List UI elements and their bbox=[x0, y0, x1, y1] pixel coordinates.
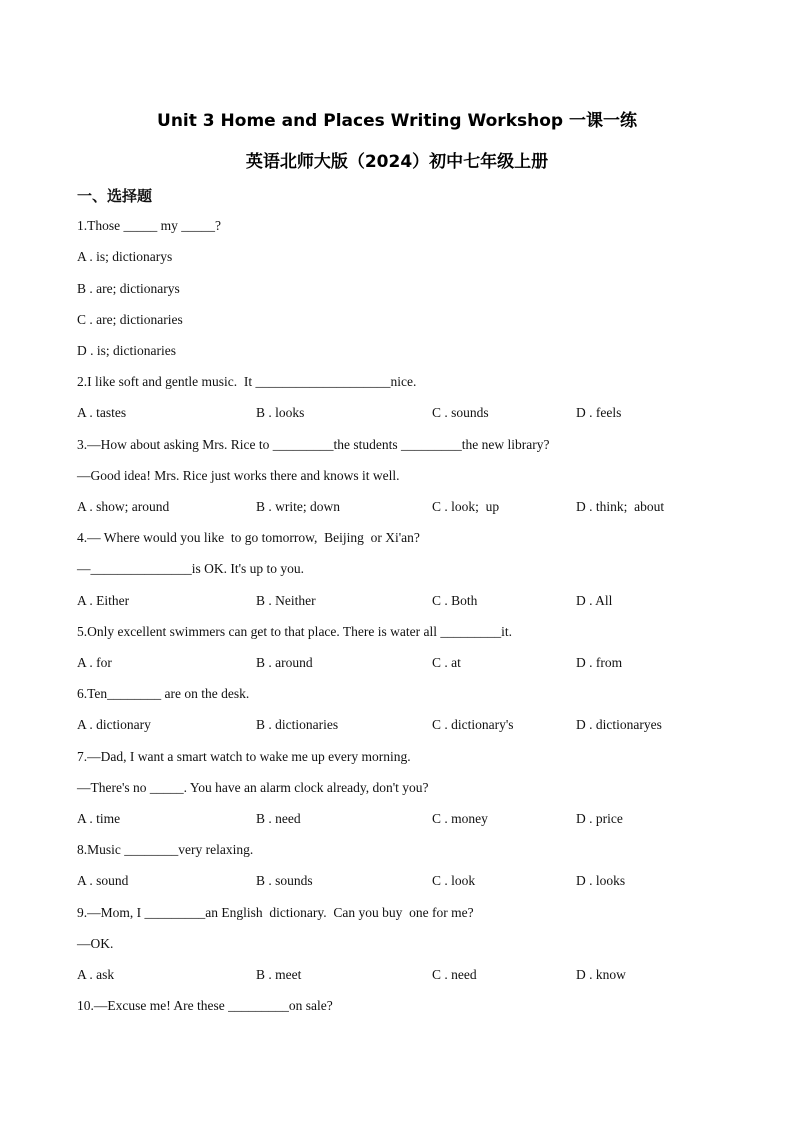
question-2-stem: 2.I like soft and gentle music. It ____________________nice. bbox=[77, 374, 417, 389]
question-4-stem: 4.— Where would you like to go tomorrow, Beijing or Xi'an? bbox=[77, 530, 420, 545]
question-6-option-c[interactable]: C . dictionary's bbox=[432, 717, 514, 732]
question-1-stem: 1.Those _____ my _____? bbox=[77, 218, 221, 233]
question-4-reply: —_______________is OK. It's up to you. bbox=[77, 561, 305, 576]
worksheet-title: Unit 3 Home and Places Writing Workshop 一课一练 bbox=[157, 111, 637, 131]
question-7-stem: 7.—Dad, I want a smart watch to wake me up every morning. bbox=[77, 749, 411, 764]
question-8-option-a[interactable]: A . sound bbox=[77, 873, 129, 888]
question-5-stem: 5.Only excellent swimmers can get to that place. There is water all _________it. bbox=[77, 624, 512, 639]
question-7-reply: —There's no _____. You have an alarm clock already, don't you? bbox=[77, 780, 429, 795]
question-9-option-d[interactable]: D . know bbox=[576, 967, 626, 982]
question-9-option-c[interactable]: C . need bbox=[432, 967, 477, 982]
question-7-option-b[interactable]: B . need bbox=[256, 811, 301, 826]
question-8-option-b[interactable]: B . sounds bbox=[256, 873, 313, 888]
question-4-option-a[interactable]: A . Either bbox=[77, 593, 130, 608]
question-4-option-b[interactable]: B . Neither bbox=[256, 593, 316, 608]
question-2-option-d[interactable]: D . feels bbox=[576, 405, 622, 420]
question-4-option-d[interactable]: D . All bbox=[576, 593, 613, 608]
question-2-option-a[interactable]: A . tastes bbox=[77, 405, 127, 420]
question-6-option-b[interactable]: B . dictionaries bbox=[256, 717, 339, 732]
question-3-option-c[interactable]: C . look; up bbox=[432, 499, 500, 514]
question-7-option-d[interactable]: D . price bbox=[576, 811, 623, 826]
question-3-option-a[interactable]: A . show; around bbox=[77, 499, 170, 514]
question-9-option-b[interactable]: B . meet bbox=[256, 967, 302, 982]
question-6-option-d[interactable]: D . dictionaryes bbox=[576, 717, 662, 732]
question-1-option-c[interactable]: C . are; dictionaries bbox=[77, 312, 183, 327]
question-1-option-d[interactable]: D . is; dictionaries bbox=[77, 343, 176, 358]
question-9-option-a[interactable]: A . ask bbox=[77, 967, 115, 982]
question-3-stem: 3.—How about asking Mrs. Rice to _________the students _________the new library? bbox=[77, 437, 550, 452]
worksheet-subtitle: 英语北师大版（2024）初中七年级上册 bbox=[245, 152, 549, 172]
question-9-reply: —OK. bbox=[77, 936, 114, 951]
question-8-stem: 8.Music ________very relaxing. bbox=[77, 842, 254, 857]
question-7-option-a[interactable]: A . time bbox=[77, 811, 121, 826]
question-3-reply: —Good idea! Mrs. Rice just works there and knows it well. bbox=[77, 468, 400, 483]
question-5-option-c[interactable]: C . at bbox=[432, 655, 461, 670]
question-2-option-c[interactable]: C . sounds bbox=[432, 405, 489, 420]
question-10-stem: 10.—Excuse me! Are these _________on sale? bbox=[77, 998, 333, 1013]
question-3-option-b[interactable]: B . write; down bbox=[256, 499, 340, 514]
question-1-option-a[interactable]: A . is; dictionarys bbox=[77, 249, 173, 264]
question-1-option-b[interactable]: B . are; dictionarys bbox=[77, 281, 180, 296]
question-5-option-b[interactable]: B . around bbox=[256, 655, 313, 670]
question-3-option-d[interactable]: D . think; about bbox=[576, 499, 665, 514]
question-5-option-a[interactable]: A . for bbox=[77, 655, 112, 670]
question-8-option-c[interactable]: C . look bbox=[432, 873, 476, 888]
question-8-option-d[interactable]: D . looks bbox=[576, 873, 626, 888]
question-2-option-b[interactable]: B . looks bbox=[256, 405, 305, 420]
section-heading: 一、选择题 bbox=[77, 187, 153, 205]
question-9-stem: 9.—Mom, I _________an English dictionary. Can you buy one for me? bbox=[77, 905, 474, 920]
question-6-stem: 6.Ten________ are on the desk. bbox=[77, 686, 250, 701]
question-6-option-a[interactable]: A . dictionary bbox=[77, 717, 151, 732]
question-4-option-c[interactable]: C . Both bbox=[432, 593, 478, 608]
question-7-option-c[interactable]: C . money bbox=[432, 811, 488, 826]
question-5-option-d[interactable]: D . from bbox=[576, 655, 623, 670]
